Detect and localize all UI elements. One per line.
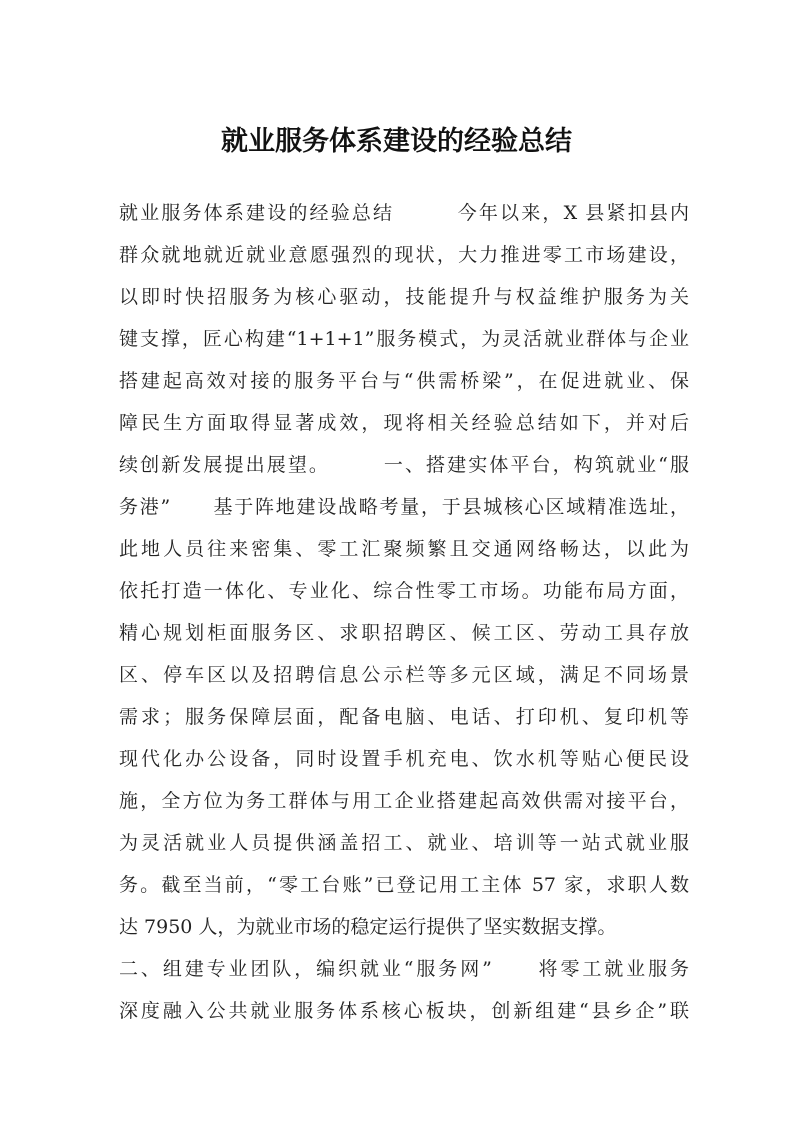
body-line: 键支撑，匠心构建“1+1+1”服务模式，为灵活就业群体与企业 xyxy=(119,328,689,350)
body-line: 区、停车区以及招聘信息公示栏等多元区域，满足不同场景 xyxy=(119,664,689,686)
body-line: 续创新发展提出展望。 一、搭建实体平台，构筑就业“服 xyxy=(119,454,689,476)
body-line: 施，全方位为务工群体与用工企业搭建起高效供需对接平台， xyxy=(119,790,689,812)
document-title: 就业服务体系建设的经验总结 xyxy=(221,126,572,157)
body-line: 此地人员往来密集、零工汇聚频繁且交通网络畅达，以此为 xyxy=(119,538,689,560)
body-line: 二、组建专业团队，编织就业“服务网” 将零工就业服务 xyxy=(119,958,689,980)
body-line: 务港” 基于阵地建设战略考量，于县城核心区域精准选址， xyxy=(119,496,689,518)
body-line: 为灵活就业人员提供涵盖招工、就业、培训等一站式就业服 xyxy=(119,832,689,854)
body-line: 搭建起高效对接的服务平台与“供需桥梁”，在促进就业、保 xyxy=(119,370,689,392)
body-line: 障民生方面取得显著成效，现将相关经验总结如下，并对后 xyxy=(119,412,689,434)
document-body xyxy=(119,192,689,1032)
body-line: 深度融入公共就业服务体系核心板块，创新组建“县乡企”联 xyxy=(119,1000,689,1022)
body-line: 现代化办公设备，同时设置手机充电、饮水机等贴心便民设 xyxy=(119,748,689,770)
body-line: 以即时快招服务为核心驱动，技能提升与权益维护服务为关 xyxy=(119,286,689,308)
body-line: 依托打造一体化、专业化、综合性零工市场。功能布局方面， xyxy=(119,580,689,602)
body-line: 就业服务体系建设的经验总结 今年以来，X 县紧扣县内 xyxy=(119,202,689,224)
body-line: 精心规划柜面服务区、求职招聘区、候工区、劳动工具存放 xyxy=(119,622,689,644)
body-line: 达 7950 人，为就业市场的稳定运行提供了坚实数据支撑。 xyxy=(119,916,617,938)
body-line: 群众就地就近就业意愿强烈的现状，大力推进零工市场建设， xyxy=(119,244,689,266)
body-line: 务。截至当前，“零工台账”已登记用工主体 57 家，求职人数 xyxy=(119,874,689,896)
body-line: 需求；服务保障层面，配备电脑、电话、打印机、复印机等 xyxy=(119,706,689,728)
